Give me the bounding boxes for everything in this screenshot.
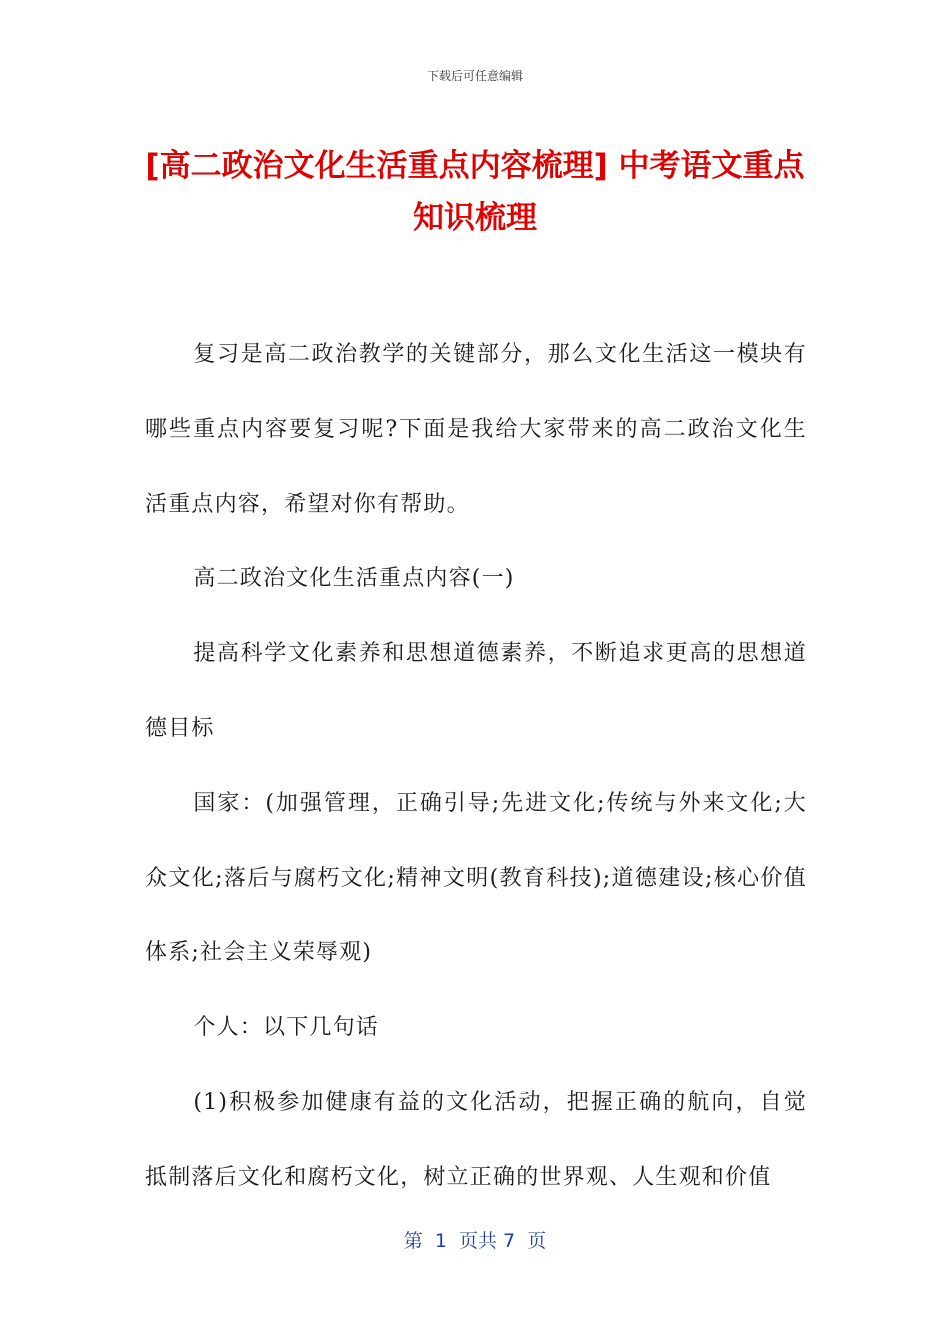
paragraph-point-1: (1)积极参加健康有益的文化活动，把握正确的航向，自觉抵制落后文化和腐朽文化，树立正确的世界观、人生观和价值 [145, 1089, 807, 1190]
paragraph-personal: 个人：以下几句话 [193, 1015, 379, 1041]
paragraph-national: 国家：(加强管理，正确引导;先进文化;传统与外来文化;大众文化;落后与腐朽文化;精神文明(教育科技);道德建设;核心价值体系;社会主义荣辱观) [145, 790, 807, 966]
page-footer: 第 1 页共 7 页 [403, 1230, 547, 1252]
paragraph-intro: 复习是高二政治教学的关键部分，那么文化生活这一模块有哪些重点内容要复习呢?下面是我给大家带来的高二政治文化生活重点内容，希望对你有帮助。 [145, 342, 807, 517]
document-title: [高二政治文化生活重点内容梳理] 中考语文重点知识梳理 [145, 148, 805, 236]
paragraph-goal: 提高科学文化素养和思想道德素养，不断追求更高的思想道德目标 [145, 641, 807, 741]
document-body [145, 318, 807, 1216]
paragraph-section-heading: 高二政治文化生活重点内容(一) [193, 566, 515, 592]
header-note: 下载后可任意编辑 [426, 69, 523, 83]
